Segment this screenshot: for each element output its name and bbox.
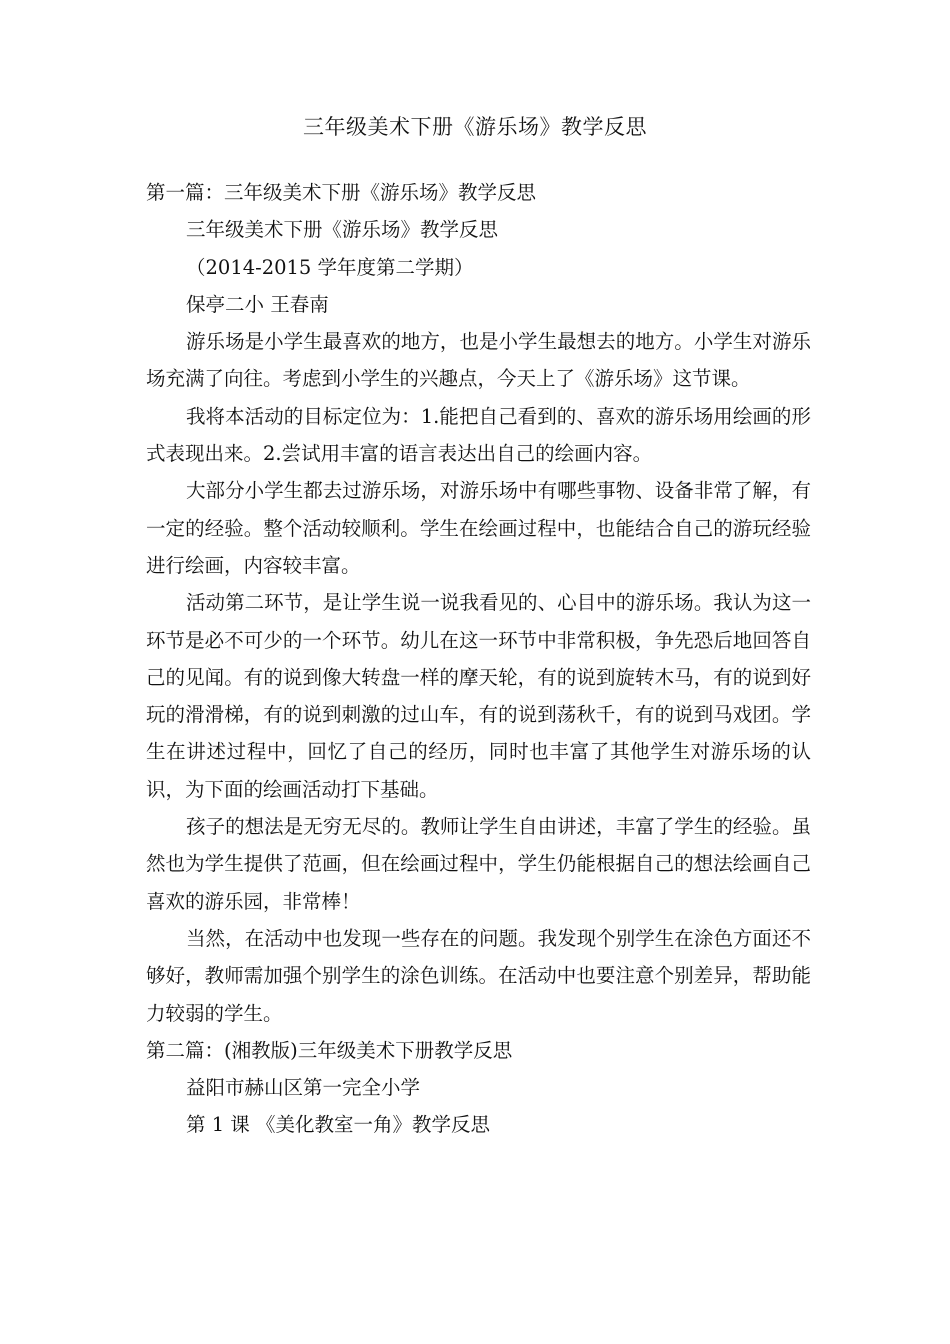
document-title: 三年级美术下册《游乐场》教学反思	[303, 115, 647, 139]
paragraph-intro: 游乐场是小学生最喜欢的地方，也是小学生最想去的地方。小学生对游乐场充满了向往。考虑到小学生的兴趣点，今天上了《游乐场》这节课。	[146, 330, 811, 391]
school-name-line: 益阳市赫山区第一完全小学	[186, 1076, 421, 1100]
paragraph-goals: 我将本活动的目标定位为：1.能把自己看到的、喜欢的游乐场用绘画的形式表现出来。2.尝试用丰富的语言表达出自己的绘画内容。	[146, 404, 811, 466]
paragraph-problems: 当然，在活动中也发现一些存在的问题。我发现个别学生在涂色方面还不够好，教师需加强个别学生的涂色训练。在活动中也要注意个别差异，帮助能力较弱的学生。	[146, 926, 811, 1025]
paragraph-experience: 大部分小学生都去过游乐场，对游乐场中有哪些事物、设备非常了解，有一定的经验。整个活动较顺利。学生在绘画过程中，也能结合自己的游玩经验进行绘画，内容较丰富。	[146, 479, 811, 577]
school-year-line: （2014-2015 学年度第二学期）	[186, 255, 474, 279]
lesson-title-line: 第 1 课 《美化教室一角》教学反思	[186, 1113, 491, 1137]
document-body	[146, 174, 811, 1144]
section-heading-2: 第二篇：(湘教版)三年级美术下册教学反思	[146, 1038, 513, 1062]
paragraph-second-stage: 活动第二环节，是让学生说一说我看见的、心目中的游乐场。我认为这一环节是必不可少的一个环节。幼儿在这一环节中非常积极，争先恐后地回答自己的见闻。有的说到像大转盘一样的摩天轮，有的说到旋转木马，有的说到好玩的滑滑梯，有的说到刺激的过山车，有的说到荡秋千，有的说到马戏团。学生在讲述过程中，回忆了自己的经历，同时也丰富了其他学生对游乐场的认识，为下面的绘画活动打下基础。	[146, 591, 811, 801]
paragraph-imagination: 孩子的想法是无穷无尽的。教师让学生自由讲述，丰富了学生的经验。虽然也为学生提供了范画，但在绘画过程中，学生仍能根据自己的想法绘画自己喜欢的游乐园，非常棒！	[146, 815, 811, 913]
article-title: 三年级美术下册《游乐场》教学反思	[186, 218, 499, 242]
author-line: 保亭二小 王春南	[186, 292, 329, 316]
section-heading-1: 第一篇：三年级美术下册《游乐场》教学反思	[146, 181, 537, 204]
